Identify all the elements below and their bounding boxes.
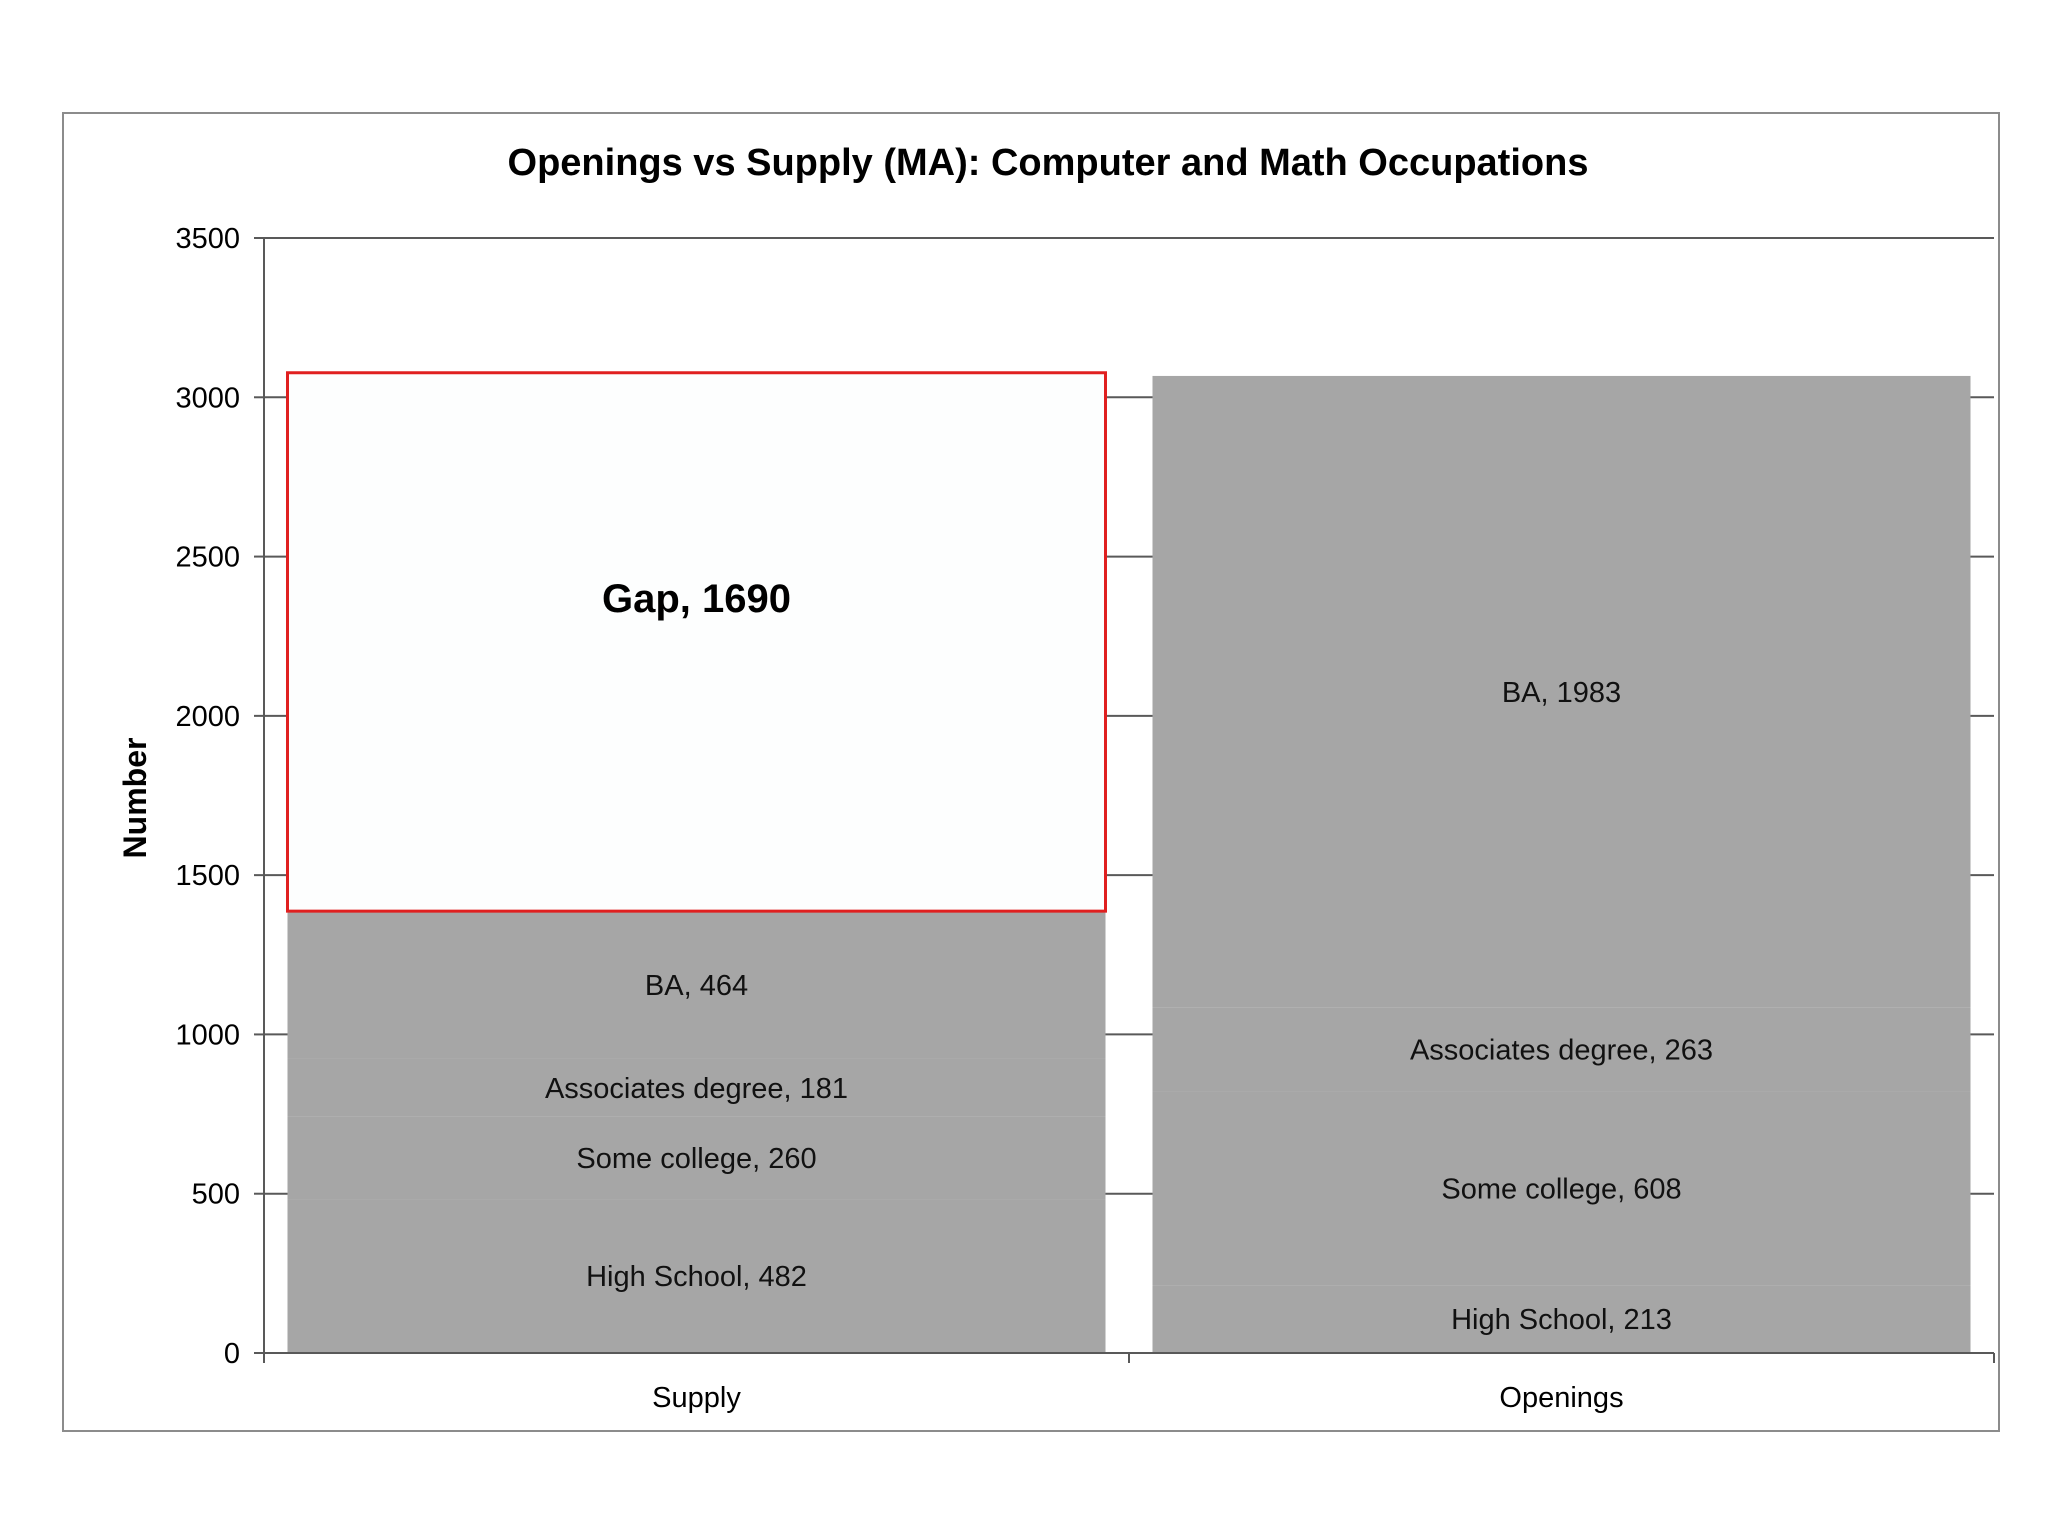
gap-label: Gap, 1690	[601, 576, 792, 621]
y-tick-label: 1000	[175, 1019, 240, 1052]
chart	[64, 114, 1998, 1430]
bars	[288, 373, 1971, 1353]
x-tick-label: Openings	[1499, 1382, 1624, 1414]
segment-label: Associates degree, 181	[544, 1072, 849, 1105]
segment-label: High School, 213	[1451, 1304, 1672, 1337]
y-tick-label: 1500	[175, 860, 240, 893]
y-tick-label: 2500	[175, 541, 240, 574]
bar-supply-gap	[288, 373, 1106, 911]
segment-label: Associates degree, 263	[1409, 1034, 1714, 1067]
y-tick-label: 3500	[175, 223, 240, 255]
y-tick-label: 500	[191, 1178, 240, 1211]
segment-label: BA, 1983	[1501, 676, 1622, 709]
y-axis-label: Number	[117, 737, 153, 859]
segment-label: BA, 464	[644, 970, 749, 1003]
y-tick-label: 3000	[175, 382, 240, 415]
segment-label: Some college, 608	[1441, 1173, 1682, 1206]
y-tick-label: 2000	[175, 700, 240, 733]
segment-label: High School, 482	[586, 1261, 807, 1294]
x-tick-label: Supply	[652, 1382, 741, 1414]
chart-frame	[62, 112, 2000, 1432]
segment-label: Some college, 260	[576, 1143, 817, 1176]
y-tick-label: 0	[223, 1338, 240, 1370]
chart-title: Openings vs Supply (MA): Computer and Math Occupations	[507, 142, 1589, 184]
